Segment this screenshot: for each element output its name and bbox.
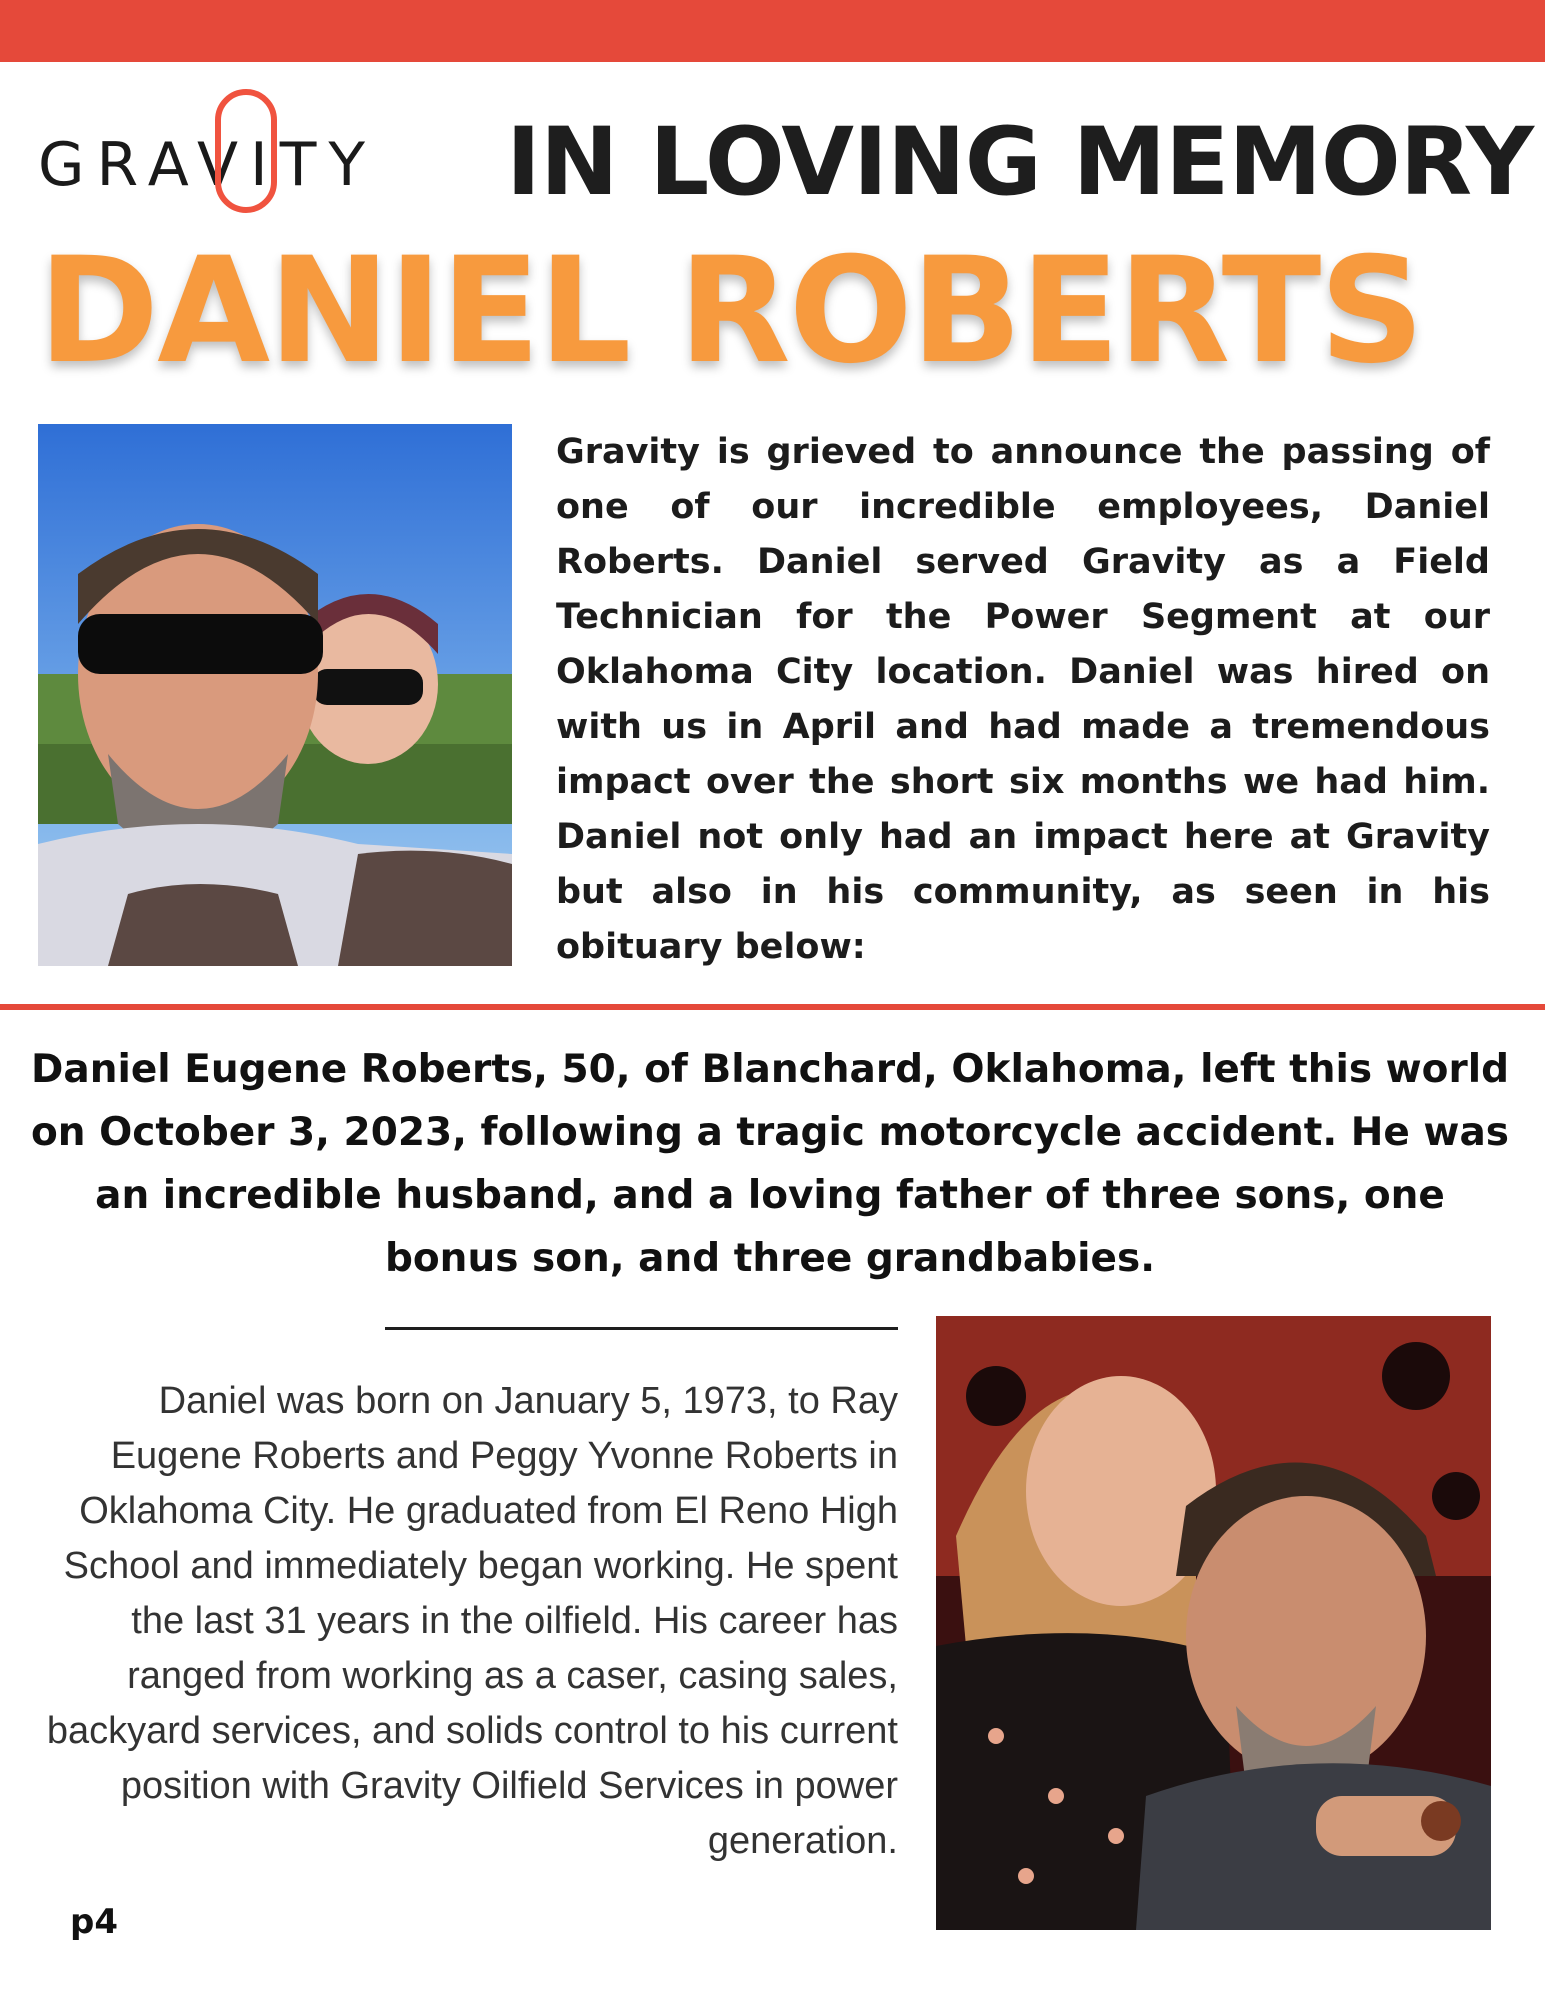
couple-photo [936,1316,1491,1930]
logo-ring-icon [213,88,279,214]
biography-paragraph: Daniel was born on January 5, 1973, to Ray Eugene Roberts and Peggy Yvonne Roberts in Oklahoma City. He graduated from El Reno High School and immediately began working. He spent the last 31 years in the oilfield. His career has ranged from working as a caser, casing sales, backyard services, and solids control to his current position with Gravity Oilfield Services in power generation. [46,1380,898,1862]
honoree-name: DANIEL ROBERTS [38,226,1423,396]
section-divider [0,1004,1545,1010]
selfie-photo [38,424,512,966]
gravity-logo [38,88,498,218]
obituary-summary: Daniel Eugene Roberts, 50, of Blanchard, Oklahoma, left this world on October 3, 2023, following a tragic motorcycle accident. He was an incredible husband, and a loving father of three sons, one bonus son, and three grandbabies. [31,1047,1509,1281]
page-number: p4 [70,1902,118,1942]
announcement-paragraph: Gravity is grieved to announce the passing of one of our incredible employees, Daniel Roberts. Daniel served Gravity as a Field Technician for the Power Segment at our Oklahoma City location. Daniel was hired on with us in April and had made a tremendous impact over the short six months we had him. Daniel not only had an impact here at Gravity but also in his community, as seen in his obituary below: [556,432,1490,967]
logo-wordmark: GRAVITY [38,130,377,200]
top-accent-bar [0,0,1545,62]
page-title: IN LOVING MEMORY [506,108,1534,217]
short-divider [385,1327,898,1330]
